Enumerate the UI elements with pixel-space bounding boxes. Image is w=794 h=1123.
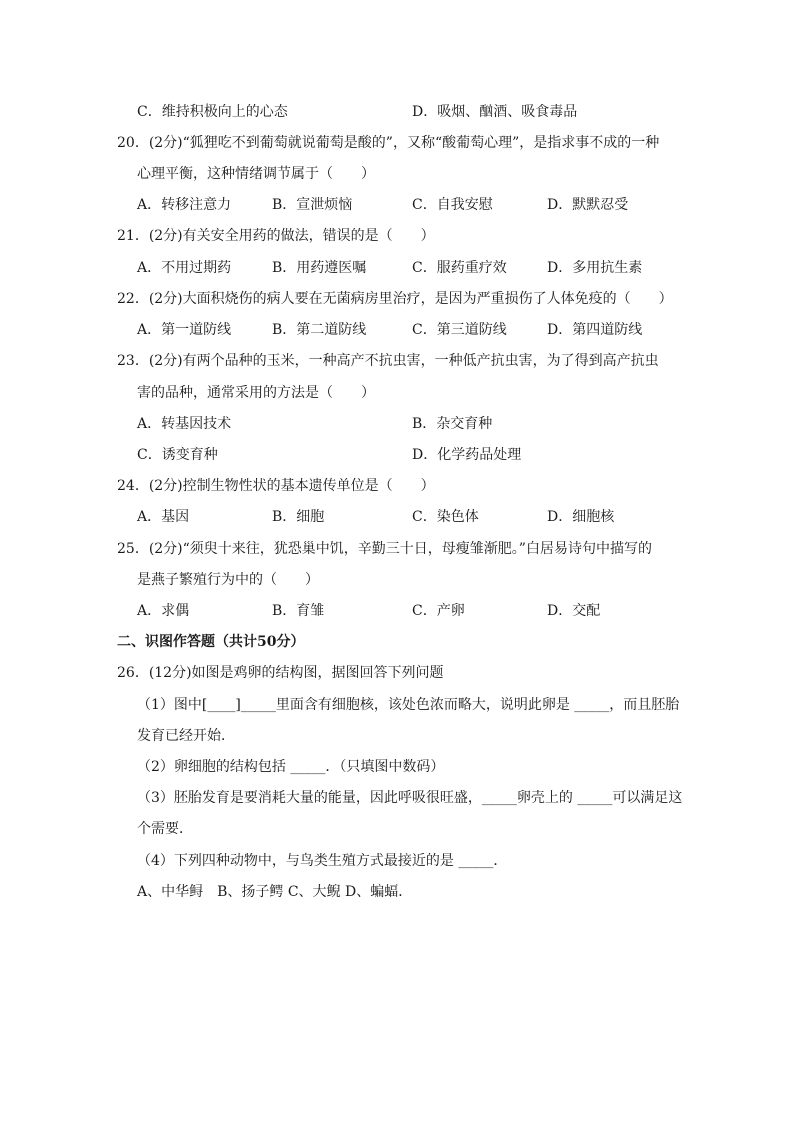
q26-sub4: （4）下列四种动物中，与鸟类生殖方式最接近的是 _____． (137, 853, 508, 869)
q26-sub2: （2）卵细胞的结构包括 _____．（只填图中数码） (137, 759, 445, 775)
q20-option-a: A．转移注意力 (137, 197, 232, 213)
q22-option-d: D．第四道防线 (547, 322, 643, 338)
q20-stem-line2: 心理平衡，这种情绪调节属于（ ） (137, 166, 375, 182)
q24-option-c: C．染色体 (412, 509, 479, 525)
q21-stem: 21．(2分)有关安全用药的做法，错误的是（ ） (117, 228, 435, 244)
q20-option-b: B．宣泄烦恼 (272, 197, 353, 213)
q26-sub1-line1: （1）图中[____]_____里面含有细胞核，该处色浓而略大，说明此卵是 _____，而且胚胎 (137, 697, 680, 713)
q21-option-c: C．服药重疗效 (412, 260, 507, 276)
q26-sub3-line2: 个需要． (137, 821, 193, 837)
q23-stem-line2: 害的品种，通常采用的方法是（ ） (137, 385, 375, 401)
q19-option-c: C．维持积极向上的心态 (137, 104, 288, 120)
section-heading: 二、识图作答题（共计50分） (117, 634, 305, 650)
q19-option-d: D．吸烟、酗酒、吸食毒品 (412, 104, 578, 120)
q23-option-a: A．转基因技术 (137, 416, 232, 432)
q20-stem-line1: 20．(2分)“狐狸吃不到葡萄就说葡萄是酸的”，又称“酸葡萄心理”，是指求事不成的一种 (117, 135, 660, 151)
q24-stem: 24．(2分)控制生物性状的基本遗传单位是（ ） (117, 478, 435, 494)
q20-option-d: D．默默忍受 (547, 197, 629, 213)
q23-stem-line1: 23．(2分)有两个品种的玉米，一种高产不抗虫害，一种低产抗虫害，为了得到高产抗虫 (117, 353, 659, 369)
q22-option-c: C．第三道防线 (412, 322, 507, 338)
q21-option-d: D．多用抗生素 (547, 260, 643, 276)
q26-sub1-line2: 发育已经开始． (137, 728, 235, 744)
q25-stem-line2: 是燕子繁殖行为中的（ ） (137, 572, 319, 588)
q20-option-c: C．自我安慰 (412, 197, 493, 213)
q22-stem: 22．(2分)大面积烧伤的病人要在无菌病房里治疗，是因为严重损伤了人体免疫的（ ） (117, 291, 673, 307)
q21-option-a: A．不用过期药 (137, 260, 232, 276)
q25-option-d: D．交配 (547, 603, 601, 619)
q24-option-a: A．基因 (137, 509, 190, 525)
q25-option-c: C．产卵 (412, 603, 465, 619)
q23-option-d: D．化学药品处理 (412, 447, 522, 463)
q24-option-b: B．细胞 (272, 509, 325, 525)
q25-option-b: B．育雏 (272, 603, 325, 619)
q26-choices: A、中华鲟 B、扬子鳄 C、大鲵 D、蝙蝠． (137, 884, 413, 900)
q23-option-b: B．杂交育种 (412, 416, 493, 432)
q26-stem: 26．(12分)如图是鸡卵的结构图，据图回答下列问题 (117, 665, 444, 681)
q24-option-d: D．细胞核 (547, 509, 615, 525)
q22-option-a: A．第一道防线 (137, 322, 232, 338)
q25-option-a: A．求偶 (137, 603, 190, 619)
q23-option-c: C．诱变育种 (137, 447, 218, 463)
q25-stem-line1: 25．(2分)“须臾十来往，犹恐巢中饥，辛勤三十日，母瘦雏渐肥。”白居易诗句中描写的 (117, 541, 652, 557)
q22-option-b: B．第二道防线 (272, 322, 367, 338)
q26-sub3-line1: （3）胚胎发育是要消耗大量的能量，因此呼吸很旺盛，_____卵壳上的 _____可以满足这 (137, 790, 683, 806)
q21-option-b: B．用药遵医嘱 (272, 260, 367, 276)
